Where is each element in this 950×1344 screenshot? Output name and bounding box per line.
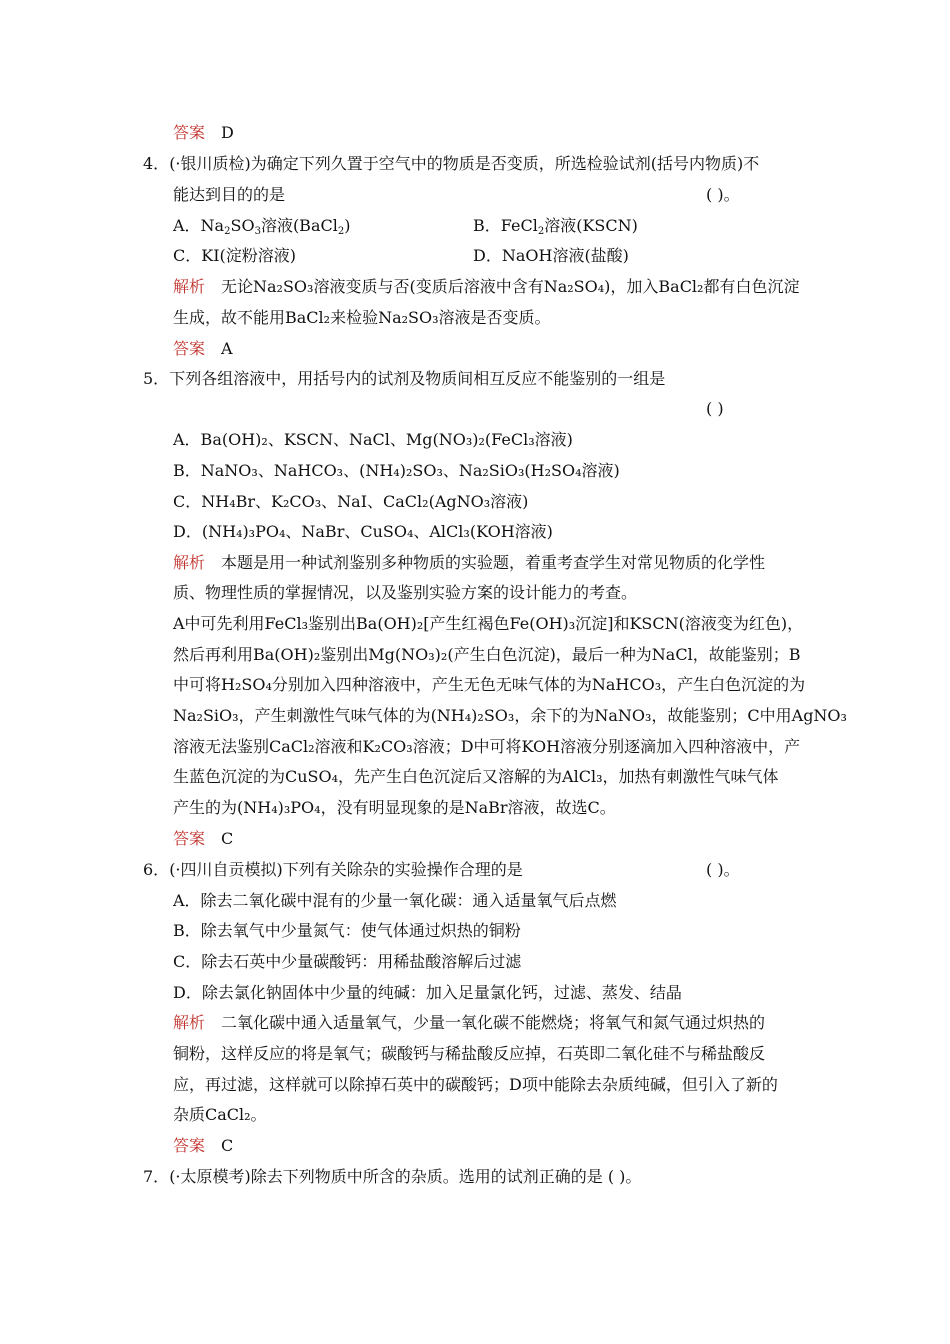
q4-analysis-line-2: 生成，故不能用BaCl₂来检验Na₂SO₃溶液是否变质。 (173, 308, 551, 327)
option-text: B．FeCl (473, 216, 538, 235)
q5-answer-line (173, 828, 233, 850)
answer-value: D (221, 123, 234, 142)
answer-blank: ( )。 (706, 860, 740, 879)
q5-analysis-line-8: 生蓝色沉淀的为CuSO₄，先产生白色沉淀后又溶解的为AlCl₃，加热有刺激性气味气体 (173, 767, 779, 786)
q5-analysis-line-3: A中可先利用FeCl₃鉴别出Ba(OH)₂[产生红褐色Fe(OH)₃沉淀]和KSCN(溶液变为红色)， (173, 614, 804, 633)
answer-blank: ( )。 (706, 185, 740, 204)
subscript: 3 (254, 226, 261, 237)
q5-analysis-line-2: 质、物理性质的掌握情况，以及鉴别实验方案的设计能力的考查。 (173, 583, 638, 602)
option-text: ) (344, 216, 351, 235)
q6-option-d: D．除去氯化钠固体中少量的纯碱：加入足量氯化钙，过滤、蒸发、结晶 (173, 983, 682, 1002)
q4-analysis-line-1 (173, 276, 799, 298)
answer-value: C (221, 1136, 234, 1155)
q6-analysis-line-1 (173, 1012, 765, 1034)
question-number: 7． (143, 1167, 170, 1186)
answer-blank: ( ) (706, 399, 724, 418)
analysis-text: 无论Na₂SO₃溶液变质与否(变质后溶液中含有Na₂SO₄)，加入BaCl₂都有白色沉淀 (221, 277, 800, 296)
question-stem: (·四川自贡模拟)下列有关除杂的实验操作合理的是 (169, 860, 523, 879)
q5-option-d: D．(NH₄)₃PO₄、NaBr、CuSO₄、AlCl₃(KOH溶液) (173, 522, 553, 541)
answer-label: 答案 (173, 1136, 206, 1155)
question-stem: (·银川质检)为确定下列久置于空气中的物质是否变质，所选检验试剂(括号内物质)不 (169, 154, 760, 173)
question-number: 6． (143, 860, 170, 879)
q6-analysis-line-2: 铜粉，这样反应的将是氧气；碳酸钙与稀盐酸反应掉，石英即二氧化硅不与稀盐酸反 (173, 1044, 766, 1063)
question-number: 4． (143, 154, 170, 173)
analysis-text: 本题是用一种试剂鉴别多种物质的实验题，着重考查学生对常见物质的化学性 (221, 553, 766, 572)
analysis-label: 解析 (173, 1013, 206, 1032)
subscript: 2 (224, 226, 231, 237)
q6-analysis-line-4: 杂质CaCl₂。 (173, 1105, 267, 1124)
q5-analysis-line-9: 产生的为(NH₄)₃PO₄，没有明显现象的是NaBr溶液，故选C。 (173, 798, 616, 817)
question-stem: (·太原模考)除去下列物质中所含的杂质。选用的试剂正确的是 ( )。 (169, 1167, 642, 1186)
q5-option-a: A．Ba(OH)₂、KSCN、NaCl、Mg(NO₃)₂(FeCl₃溶液) (173, 430, 573, 449)
answer-value: A (221, 339, 233, 358)
q6-option-b: B．除去氧气中少量氮气：使气体通过炽热的铜粉 (173, 921, 521, 940)
subscript: 2 (337, 226, 345, 237)
q6-answer-line (173, 1135, 233, 1157)
q5-option-c: C．NH₄Br、K₂CO₃、NaI、CaCl₂(AgNO₃溶液) (173, 492, 529, 511)
q5-option-b: B．NaNO₃、NaHCO₃、(NH₄)₂SO₃、Na₂SiO₃(H₂SO₄溶液) (173, 461, 620, 480)
option-text: A．Na (173, 216, 225, 235)
q5-stem-line (143, 368, 665, 390)
q6-analysis-line-3: 应，再过滤，这样就可以除掉石英中的碳酸钙；D项中能除去杂质纯碱，但引入了新的 (173, 1075, 778, 1094)
analysis-label: 解析 (173, 277, 206, 296)
q3-answer-line (173, 122, 234, 144)
q4-stem-line-1 (143, 153, 759, 175)
q4-stem-line-2 (173, 184, 285, 206)
answer-value: C (221, 829, 234, 848)
answer-label: 答案 (173, 339, 206, 358)
q4-option-a (173, 215, 350, 237)
question-number: 5． (143, 369, 170, 388)
question-stem: 能达到目的的是 (173, 185, 286, 204)
option-text: 溶液(BaCl (260, 216, 338, 235)
q4-option-b (473, 215, 638, 237)
q6-option-a: A．除去二氧化碳中混有的少量一氧化碳：通入适量氧气后点燃 (173, 891, 617, 910)
analysis-label: 解析 (173, 553, 206, 572)
q5-analysis-line-6: Na₂SiO₃，产生刺激性气味气体的为(NH₄)₂SO₃，余下的为NaNO₃，故能鉴别；C中用AgNO₃ (173, 706, 847, 725)
q5-analysis-line-7: 溶液无法鉴别CaCl₂溶液和K₂CO₃溶液；D中可将KOH溶液分别逐滴加入四种溶液中，产 (173, 737, 801, 756)
q5-analysis-line-1 (173, 552, 765, 574)
q5-analysis-line-4: 然后再利用Ba(OH)₂鉴别出Mg(NO₃)₂(产生白色沉淀)，最后一种为NaCl，故能鉴别；B (173, 645, 801, 664)
question-stem: 下列各组溶液中，用括号内的试剂及物质间相互反应不能鉴别的一组是 (169, 369, 666, 388)
q4-answer-line (173, 338, 233, 360)
q4-option-c: C．KI(淀粉溶液) (173, 246, 297, 265)
q5-analysis-line-5: 中可将H₂SO₄分别加入四种溶液中，产生无色无味气体的为NaHCO₃，产生白色沉淀的为 (173, 675, 806, 694)
subscript: 2 (537, 226, 545, 237)
analysis-text: 二氧化碳中通入适量氧气，少量一氧化碳不能燃烧；将氧气和氮气通过炽热的 (221, 1013, 766, 1032)
q7-stem-line (143, 1166, 641, 1188)
q6-stem-line (143, 859, 523, 881)
answer-label: 答案 (173, 829, 206, 848)
q6-option-c: C．除去石英中少量碳酸钙：用稀盐酸溶解后过滤 (173, 952, 522, 971)
q4-option-d: D．NaOH溶液(盐酸) (473, 246, 629, 265)
answer-label: 答案 (173, 123, 206, 142)
option-text: 溶液(KSCN) (544, 216, 638, 235)
option-text: SO (230, 216, 255, 235)
